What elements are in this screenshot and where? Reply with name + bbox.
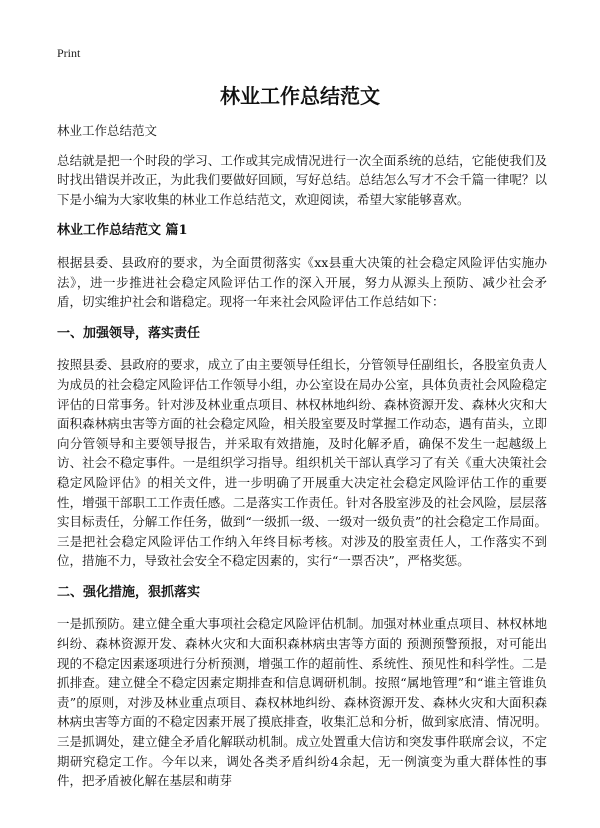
intro-paragraph: 总结就是把一个时段的学习、工作或其完成情况进行一次全面系统的总结，它能使我们及时找出错误并改正，为此我们要做好回顾，写好总结。总结怎么写才不会千篇一律呢？以下是小编为大家收集的林业工作总结范文，欢迎阅读，希望大家能够喜欢。 [57,152,547,207]
document-body [57,121,547,803]
section-paragraph-1: 按照县委、县政府的要求，成立了由主要领导任组长，分管领导任副组长，各股室负责人为成员的社会稳定风险评估工作领导小组，办公室设在局办公室，具体负责社会风险稳定评估的日常事务。针对涉及林业重点项目、林权林地纠纷、森林资源开发、森林火灾和大面积森林病虫害等方面的社会稳定风险，相关股室要及时掌握工作动态，遇有苗头，立即向分管领导和主要领导报告，并采取有效措施，及时化解矛盾，确保不发生一起越级上访、社会不稳定事件。一是组织学习指导。组织机关干部认真学习了有关《重大决策社会稳定风险评估》的相关文件，进一步明确了开展重大决定社会稳定风险评估工作的重要性，增强干部职工工作责任感。二是落实工作责任。针对各股室涉及的社会风险，层层落实目标责任，分解工作任务，做到“一级抓一级、一级对一级负责”的社会稳定工作局面。三是把社会稳定风险评估工作纳入年终目标考核。对涉及的股室责任人，工作落实不到位，措施不力，导致社会安全不稳定因素的，实行“一票否决”，严格奖惩。 [57,357,547,569]
section-heading-2: 二、强化措施，狠抓落实 [57,584,201,600]
article-intro-paragraph: 根据县委、县政府的要求，为全面贯彻落实《xx县重大决策的社会稳定风险评估实施办法》，进一步推进社会稳定风险评估工作的深入开展，努力从源头上预防、减少社会矛盾，切实维护社会和谐稳定。现将一年来社会风险评估工作总结如下： [57,254,547,310]
print-link[interactable]: Print [57,46,81,60]
section-heading-1: 一、加强领导，落实责任 [57,325,201,341]
section-paragraph-2: 一是抓预防。建立健全重大事项社会稳定风险评估机制。加强对林业重点项目、林权林地纠纷、森林资源开发、森林火灾和大面积森林病虫害等方面的 预测预警预报，对可能出现的不稳定因素逐项进行分析预测，增强工作的超前性、系统性、预见性和科学性。二是抓排查。建立健全不稳定因素定期排查和信息调研机制。按照“属地管理”和“谁主管谁负责”的原则，对涉及林业重点项目、森权林地纠纷、森林资源开发、森林火灾和大面积森林病虫害等方面的不稳定因素开展了摸底排查，收集汇总和分析，做到家底清、情况明。三是抓调处，建立健全矛盾化解联动机制。成立处置重大信访和突发事件联席会议，不定期研究稳定工作。今年以来，调处各类矛盾纠纷4余起，无一例演变为重大群体性的事件，把矛盾被化解在基层和萌芽 [57,616,547,789]
article-heading: 林业工作总结范文 篇1 [57,223,188,239]
document-subtitle: 林业工作总结范文 [57,123,158,138]
page-title: 林业工作总结范文 [220,84,380,108]
